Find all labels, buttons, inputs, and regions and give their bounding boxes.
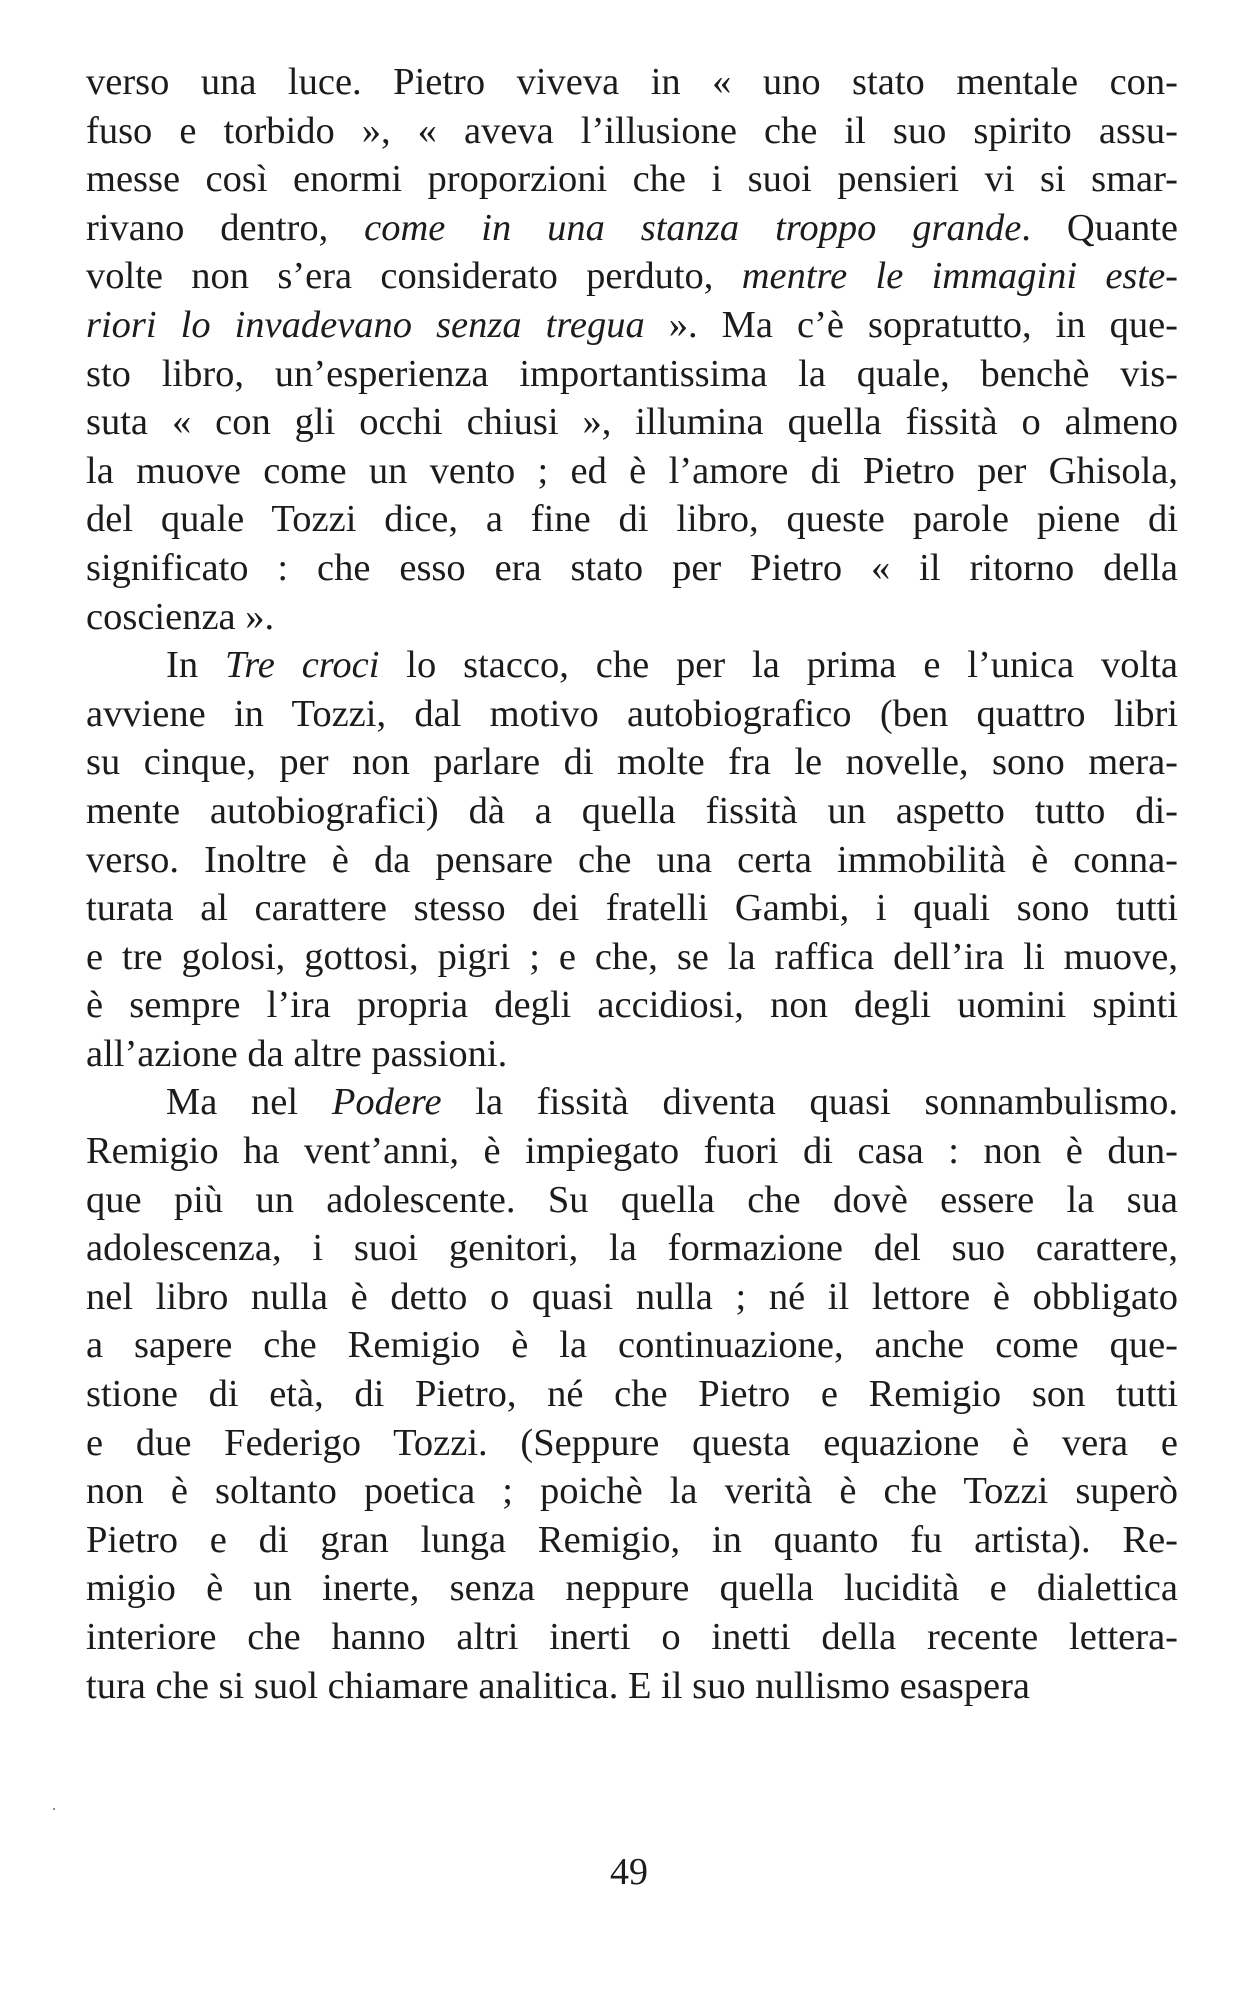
text-run: migio è un inerte, senza neppure quella lucidità e dialettica bbox=[86, 1567, 1178, 1610]
text-line bbox=[86, 204, 1178, 253]
text-run: suta « con gli occhi chiusi », illumina quella fissità o almeno bbox=[86, 401, 1178, 444]
text-line bbox=[86, 1273, 1178, 1322]
text-line bbox=[86, 1370, 1178, 1419]
text-line bbox=[86, 58, 1178, 107]
text-run: e due Federigo Tozzi. (Seppure questa equazione è vera e bbox=[86, 1421, 1178, 1464]
text-line bbox=[86, 544, 1178, 593]
scan-speck bbox=[53, 1808, 55, 1810]
text-run: coscienza ». bbox=[86, 595, 275, 638]
text-run: rivano dentro, bbox=[86, 206, 365, 249]
italic-run: riori lo invadevano senza tregua bbox=[86, 303, 645, 346]
text-line bbox=[86, 933, 1178, 982]
italic-run: come in una stanza troppo grande bbox=[364, 206, 1022, 249]
text-line bbox=[86, 1419, 1178, 1468]
text-line bbox=[86, 738, 1178, 787]
text-run: all’azione da altre passioni. bbox=[86, 1032, 508, 1075]
text-line bbox=[86, 107, 1178, 156]
text-line bbox=[86, 884, 1178, 933]
paragraph bbox=[86, 641, 1178, 1078]
paragraph bbox=[86, 58, 1178, 641]
text-run: è sempre l’ira propria degli accidiosi, non degli uomini spinti bbox=[86, 984, 1178, 1027]
text-line bbox=[86, 1662, 1178, 1711]
text-run: a sapere che Remigio è la continuazione, anche come que- bbox=[86, 1324, 1178, 1367]
text-run: nel libro nulla è detto o quasi nulla ; né il lettore è obbligato bbox=[86, 1275, 1178, 1318]
text-line bbox=[86, 836, 1178, 885]
text-run: mente autobiografici) dà a quella fissità un aspetto tutto di- bbox=[86, 789, 1178, 832]
text-line bbox=[86, 593, 1178, 642]
italic-run: Tre croci bbox=[224, 644, 380, 687]
text-line bbox=[86, 155, 1178, 204]
text-line bbox=[86, 690, 1178, 739]
text-run: significato : che esso era stato per Pietro « il ritorno della bbox=[86, 546, 1178, 589]
text-line bbox=[86, 1467, 1178, 1516]
text-line bbox=[86, 1321, 1178, 1370]
text-line bbox=[86, 350, 1178, 399]
text-body bbox=[86, 58, 1178, 1710]
text-run: stione di età, di Pietro, né che Pietro e Remigio son tutti bbox=[86, 1373, 1178, 1416]
text-run: adolescenza, i suoi genitori, la formazione del suo carattere, bbox=[86, 1227, 1178, 1270]
text-run: Remigio ha vent’anni, è impiegato fuori di casa : non è dun- bbox=[86, 1130, 1178, 1173]
text-line bbox=[86, 1613, 1178, 1662]
text-line bbox=[86, 1564, 1178, 1613]
text-run: . Quante bbox=[1021, 206, 1178, 249]
italic-run: Podere bbox=[331, 1081, 442, 1124]
text-run: del quale Tozzi dice, a fine di libro, queste parole piene di bbox=[86, 498, 1178, 541]
text-run: tura che si suol chiamare analitica. E il suo nullismo esaspera bbox=[86, 1664, 1031, 1707]
text-run: Ma nel bbox=[166, 1081, 332, 1124]
text-line bbox=[86, 1127, 1178, 1176]
text-line bbox=[86, 1078, 1178, 1127]
text-run: interiore che hanno altri inerti o inetti della recente lettera- bbox=[86, 1616, 1178, 1658]
text-run: messe così enormi proporzioni che i suoi pensieri vi si smar- bbox=[86, 158, 1178, 201]
text-run: non è soltanto poetica ; poichè la verità è che Tozzi superò bbox=[86, 1470, 1178, 1513]
text-run: la muove come un vento ; ed è l’amore di Pietro per Ghisola, bbox=[86, 449, 1178, 492]
text-line bbox=[86, 398, 1178, 447]
text-run: la fissità diventa quasi sonnambulismo. bbox=[441, 1081, 1178, 1124]
italic-run: mentre le immagini este- bbox=[741, 255, 1178, 298]
text-line bbox=[86, 981, 1178, 1030]
text-run: sto libro, un’esperienza importantissima la quale, benchè vis- bbox=[86, 352, 1178, 395]
text-run: su cinque, per non parlare di molte fra le novelle, sono mera- bbox=[86, 741, 1178, 784]
text-run: que più un adolescente. Su quella che dovè essere la sua bbox=[86, 1178, 1178, 1221]
text-run: avviene in Tozzi, dal motivo autobiografico (ben quattro libri bbox=[86, 692, 1178, 735]
text-line bbox=[86, 1516, 1178, 1565]
text-run: verso una luce. Pietro viveva in « uno stato mentale con- bbox=[86, 61, 1178, 103]
text-line bbox=[86, 252, 1178, 301]
text-run: In bbox=[166, 644, 225, 687]
paragraph bbox=[86, 1078, 1178, 1710]
text-run: volte non s’era considerato perduto, bbox=[86, 255, 742, 298]
text-line bbox=[86, 641, 1178, 690]
text-run: lo stacco, che per la prima e l’unica volta bbox=[379, 644, 1178, 687]
text-line bbox=[86, 787, 1178, 836]
page-number: 49 bbox=[610, 1851, 648, 1893]
text-run: fuso e torbido », « aveva l’illusione che il suo spirito assu- bbox=[86, 109, 1178, 152]
text-line bbox=[86, 495, 1178, 544]
text-run: Pietro e di gran lunga Remigio, in quanto fu artista). Re- bbox=[86, 1518, 1178, 1561]
text-run: ». Ma c’è sopratutto, in que- bbox=[644, 303, 1178, 346]
text-line bbox=[86, 1224, 1178, 1273]
text-run: turata al carattere stesso dei fratelli Gambi, i quali sono tutti bbox=[86, 887, 1178, 930]
text-run: e tre golosi, gottosi, pigri ; e che, se la raffica dell’ira li muove, bbox=[86, 935, 1178, 978]
text-line bbox=[86, 447, 1178, 496]
text-line bbox=[86, 301, 1178, 350]
text-run: verso. Inoltre è da pensare che una certa immobilità è conna- bbox=[86, 838, 1178, 881]
text-line bbox=[86, 1176, 1178, 1225]
text-line bbox=[86, 1030, 1178, 1079]
